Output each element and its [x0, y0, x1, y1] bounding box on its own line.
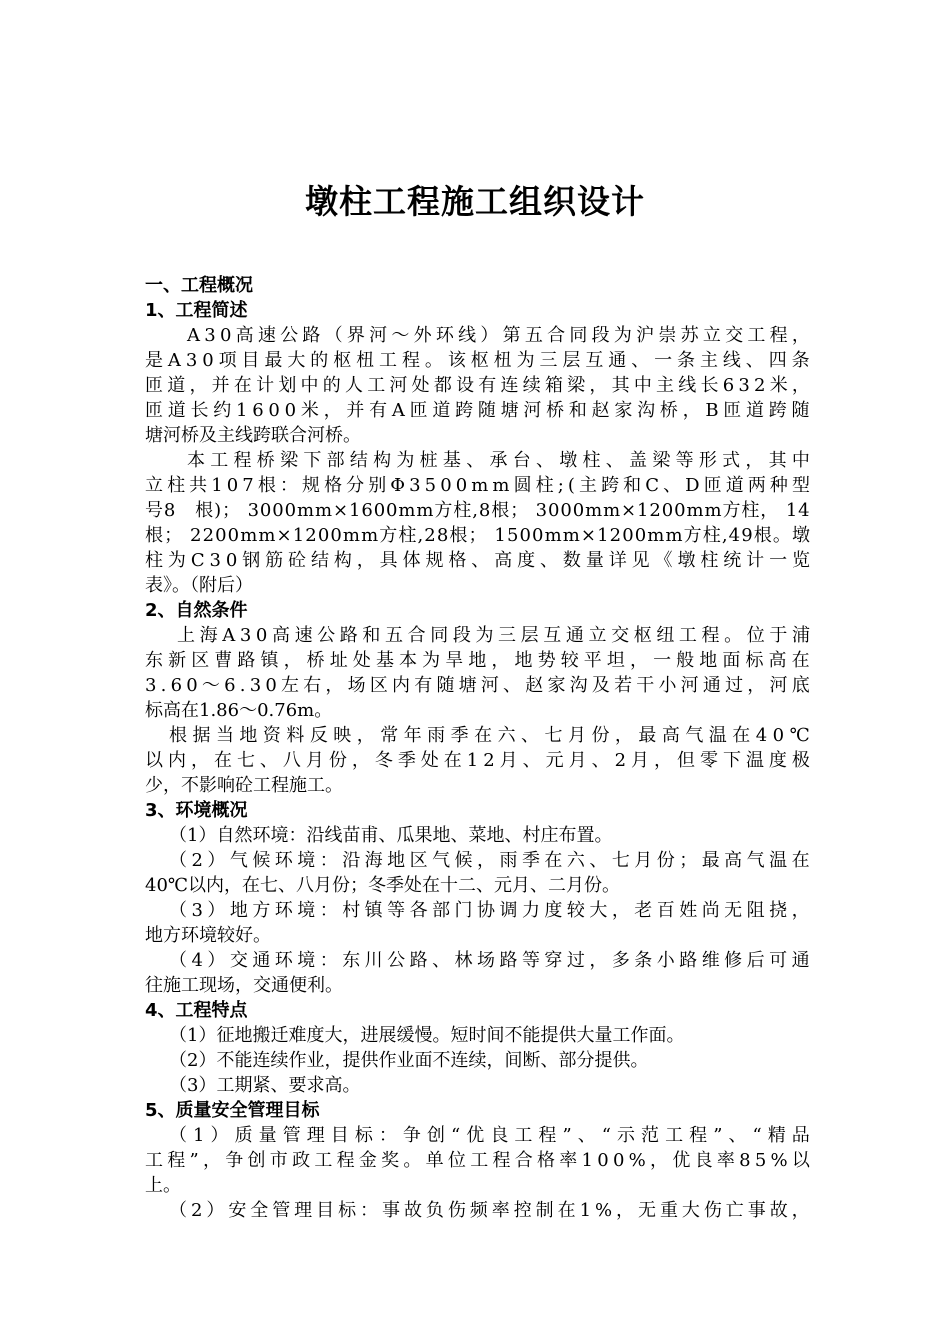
list-item: （ 2 ） 气 候 环 境 ： 沿 海 地 区 气 候 ， 雨 季 在 六 、 七 月 份 ； 最 高 气 温 在	[169, 850, 810, 871]
environment-list	[145, 823, 810, 998]
text-line: 本 工 程 桥 梁 下 部 结 构 为 桩 基 、 承 台 、 墩 柱 、 盖 梁 等 形 式 ， 其 中	[187, 450, 810, 471]
list-item-continued: 上。	[145, 1175, 181, 1196]
text-line: A 3 0 高 速 公 路 （ 界 河 ～ 外 环 线 ） 第 五 合 同 段 为 沪 崇 苏 立 交 工 程 ，	[187, 325, 810, 346]
subsection-heading-brief: 1、工程简述	[145, 300, 248, 321]
paragraph-natural-1	[145, 623, 810, 723]
text-line: 东 新 区 曹 路 镇 ， 桥 址 处 基 本 为 旱 地 ， 地 势 较 平 坦 ， 一 般 地 面 标 高 在	[145, 650, 810, 671]
text-line: 匝 道 长 约 1 6 0 0 米 ， 并 有 A 匝 道 跨 随 塘 河 桥 和 赵 家 沟 桥 ， B 匝 道 跨 随	[145, 400, 810, 421]
list-item: （3）工期紧、要求高。	[169, 1075, 361, 1096]
list-item-continued: 40℃以内，在七、八月份；冬季处在十二、元月、二月份。	[145, 875, 621, 896]
list-item: （1）征地搬迁难度大，进展缓慢。短时间不能提供大量工作面。	[169, 1025, 685, 1046]
paragraph-brief-1	[145, 323, 810, 448]
text-line: 根 据 当 地 资 料 反 映 ， 常 年 雨 季 在 六 、 七 月 份 ， 最 高 气 温 在 4 0 ℃	[169, 725, 810, 746]
list-item-continued: 往施工现场，交通便利。	[145, 975, 343, 996]
text-line: 是 A 3 0 项 目 最 大 的 枢 杻 工 程 。 该 枢 杻 为 三 层 互 通 、 一 条 主 线 、 四 条	[145, 350, 810, 371]
list-item: （2）不能连续作业，提供作业面不连续，间断、部分提供。	[169, 1050, 649, 1071]
text-line: 立 柱 共 1 0 7 根 ： 规 格 分 别 Φ 3 5 0 0 m m 圆 柱 ; ( 主 跨 和 C 、 D 匝 道 两 种 型	[145, 475, 810, 496]
list-item-continued: 工 程 ” ， 争 创 市 政 工 程 金 奖 。 单 位 工 程 合 格 率 1 0 0 % ， 优 良 率 8 5 % 以	[145, 1150, 810, 1171]
subsection-heading-features: 4、工程特点	[145, 1000, 248, 1021]
list-item-continued: 地方环境较好。	[145, 925, 271, 946]
features-list	[145, 1023, 810, 1098]
text-line: 标高在1.86～0.76m。	[145, 700, 333, 721]
list-item: （ 3 ） 地 方 环 境 ： 村 镇 等 各 部 门 协 调 力 度 较 大 ， 老 百 姓 尚 无 阻 挠 ，	[169, 900, 810, 921]
list-item: （ 1 ） 质 量 管 理 目 标 ： 争 创 “ 优 良 工 程 ” 、 “ 示 范 工 程 ” 、 “ 精 品	[169, 1125, 810, 1146]
subsection-heading-quality-safety: 5、质量安全管理目标	[145, 1100, 320, 1121]
list-item: （ 4 ） 交 通 环 境 ： 东 川 公 路 、 林 场 路 等 穿 过 ， 多 条 小 路 维 修 后 可 通	[169, 950, 810, 971]
text-line: 塘河桥及主线跨联合河桥。	[145, 425, 361, 446]
quality-safety-list	[145, 1123, 810, 1223]
text-line: 号 8 根 ) ； 3 0 0 0 m m × 1 6 0 0 m m 方 柱 , 8 根 ； 3 0 0 0 m m × 1 2 0 0 m m 方 柱 ， 1 4	[145, 500, 810, 521]
section-heading-overview: 一、工程概况	[145, 275, 253, 296]
subsection-heading-natural: 2、自然条件	[145, 600, 248, 621]
paragraph-brief-2	[145, 448, 810, 598]
text-line: 匝 道 ， 并 在 计 划 中 的 人 工 河 处 都 设 有 连 续 箱 梁 ， 其 中 主 线 长 6 3 2 米 ，	[145, 375, 810, 396]
paragraph-natural-2	[145, 723, 810, 798]
text-line: 柱 为 C 3 0 钢 筋 砼 结 构 ， 具 体 规 格 、 高 度 、 数 量 详 见 《 墩 柱 统 计 一 览	[145, 550, 810, 571]
text-line: 根 ； 2 2 0 0 m m × 1 2 0 0 m m 方 柱 , 2 8 根 ； 1 5 0 0 m m × 1 2 0 0 m m 方 柱 , 4 9 根 。 墩	[145, 525, 810, 546]
text-line: 表》。（附后）	[145, 575, 253, 596]
document-title: 墩柱工程施工组织设计	[305, 182, 645, 221]
text-line: 3 . 6 0 ～ 6 . 3 0 左 右 ， 场 区 内 有 随 塘 河 、 赵 家 沟 及 若 干 小 河 通 过 ， 河 底	[145, 675, 810, 696]
text-line: 以 内 ， 在 七 、 八 月 份 ， 冬 季 处 在 1 2 月 、 元 月 、 2 月 ， 但 零 下 温 度 极	[145, 750, 810, 771]
list-item: （1）自然环境：沿线苗甫、瓜果地、菜地、村庄布置。	[169, 825, 613, 846]
document-body	[145, 273, 810, 1223]
subsection-heading-environment: 3、环境概况	[145, 800, 248, 821]
text-line: 上 海 A 3 0 高 速 公 路 和 五 合 同 段 为 三 层 互 通 立 交 枢 纽 工 程 。 位 于 浦	[177, 625, 810, 646]
list-item: （ 2 ） 安 全 管 理 目 标 ： 事 故 负 伤 频 率 控 制 在 1 % ， 无 重 大 伤 亡 事 故 ，	[169, 1200, 810, 1221]
text-line: 少，不影响砼工程施工。	[145, 775, 343, 796]
